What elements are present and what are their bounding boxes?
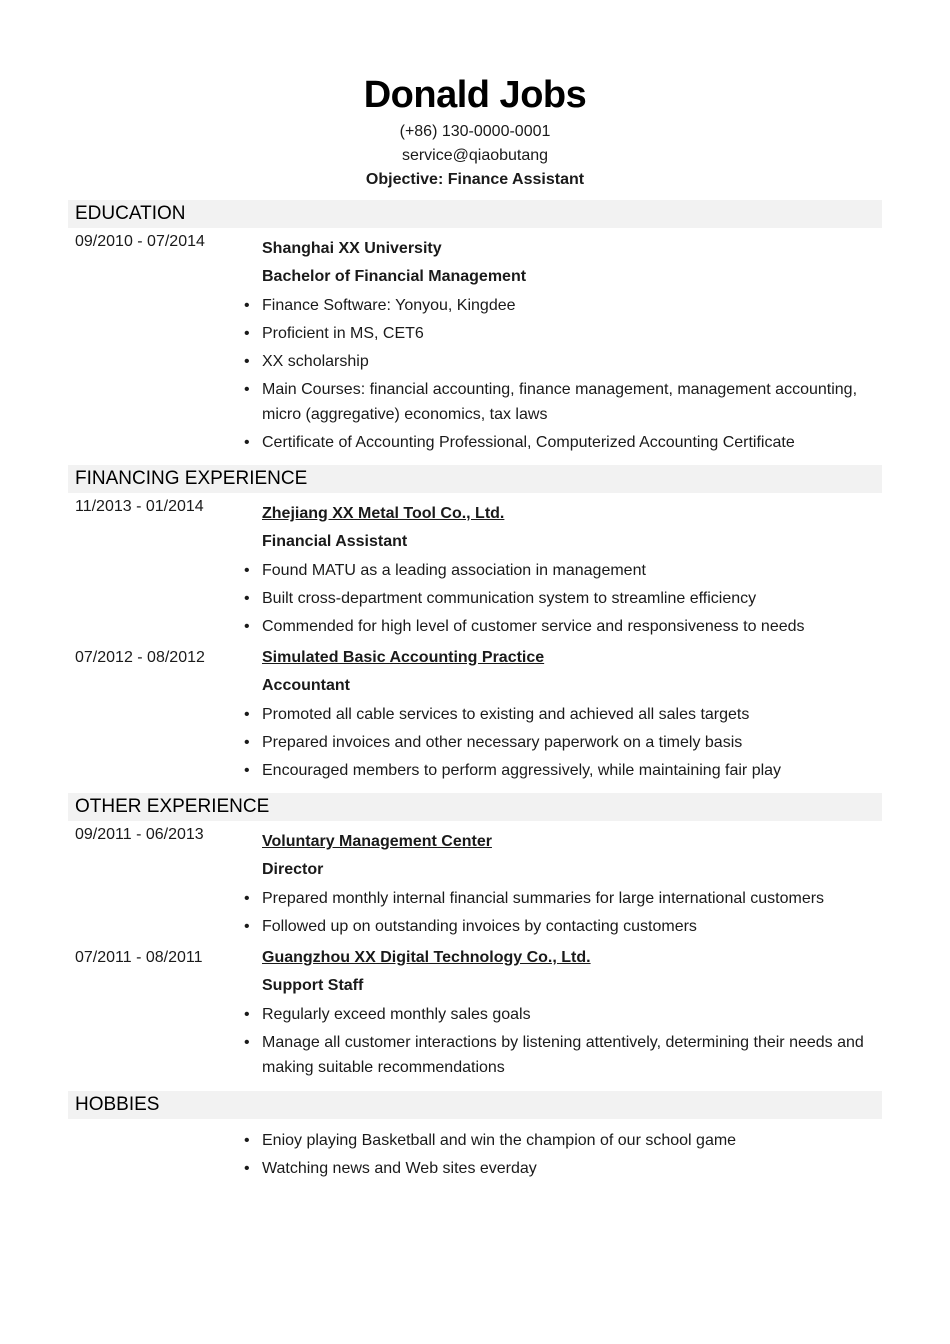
list-item-text: Certificate of Accounting Professional, Computerized Accounting Certificate	[262, 433, 795, 451]
education-entry	[68, 228, 882, 456]
list-item-text: Prepared invoices and other necessary paperwork on a timely basis	[262, 733, 743, 751]
list-item	[244, 612, 882, 640]
entry-date: 09/2010 - 07/2014	[75, 233, 205, 250]
section-title-hobbies: HOBBIES	[68, 1091, 882, 1119]
list-item-text: Promoted all cable services to existing and achieved all sales targets	[262, 705, 750, 723]
bullet-icon: •	[244, 733, 250, 751]
experience-entry	[68, 944, 882, 1081]
entry-school: Shanghai XX University	[262, 240, 442, 257]
list-item-text: Manage all customer interactions by listening attentively, determining their needs and making suitable recommendations	[262, 1033, 864, 1076]
phone-number: (+86) 130-0000-0001	[399, 123, 551, 140]
entry-bullets	[244, 884, 882, 940]
entry-bullets	[244, 291, 882, 456]
experience-entry	[68, 644, 882, 784]
list-item	[244, 1028, 882, 1081]
bullet-icon: •	[244, 1033, 250, 1051]
experience-entry	[68, 821, 882, 940]
list-item	[244, 728, 882, 756]
list-item	[244, 1154, 882, 1182]
entry-date: 11/2013 - 01/2014	[75, 498, 204, 515]
list-item-text: Watching news and Web sites everday	[262, 1159, 537, 1177]
hobbies-bullets	[244, 1126, 882, 1182]
list-item	[244, 556, 882, 584]
list-item	[244, 1126, 882, 1154]
entry-role: Support Staff	[262, 977, 364, 994]
list-item-text: Main Courses: financial accounting, finance management, management accounting, micro (aggregative) economics, tax laws	[262, 380, 858, 423]
list-item	[244, 584, 882, 612]
list-item-text: Followed up on outstanding invoices by contacting customers	[262, 917, 697, 935]
bullet-icon: •	[244, 617, 250, 635]
bullet-icon: •	[244, 1005, 250, 1023]
list-item-text: Found MATU as a leading association in management	[262, 561, 646, 579]
list-item	[244, 375, 882, 428]
bullet-icon: •	[244, 589, 250, 607]
objective: Objective: Finance Assistant	[365, 171, 585, 188]
bullet-icon: •	[244, 889, 250, 907]
list-item-text: Built cross-department communication system to streamline efficiency	[262, 589, 757, 607]
list-item	[244, 428, 882, 456]
hobbies-section	[68, 1091, 882, 1182]
entry-date: 09/2011 - 06/2013	[75, 826, 204, 843]
entry-company-link[interactable]: Guangzhou XX Digital Technology Co., Ltd.	[262, 949, 591, 966]
bullet-icon: •	[244, 1131, 250, 1149]
list-item	[244, 291, 882, 319]
resume-header	[0, 0, 950, 192]
bullet-icon: •	[244, 380, 250, 398]
entry-role: Director	[262, 861, 324, 878]
entry-role: Accountant	[262, 677, 350, 694]
section-title-education: EDUCATION	[68, 200, 882, 228]
bullet-icon: •	[244, 1159, 250, 1177]
bullet-icon: •	[244, 761, 250, 779]
list-item-text: Commended for high level of customer service and responsiveness to needs	[262, 617, 805, 635]
bullet-icon: •	[244, 352, 250, 370]
experience-entry	[68, 493, 882, 640]
list-item-text: XX scholarship	[262, 352, 369, 370]
entry-date: 07/2012 - 08/2012	[75, 649, 205, 666]
entry-bullets	[244, 556, 882, 640]
list-item	[244, 1000, 882, 1028]
bullet-icon: •	[244, 561, 250, 579]
list-item	[244, 319, 882, 347]
financing-experience-section	[68, 465, 882, 784]
list-item-text: Enioy playing Basketball and win the champion of our school game	[262, 1131, 737, 1149]
entry-bullets	[244, 700, 882, 784]
entry-role: Financial Assistant	[262, 533, 408, 550]
bullet-icon: •	[244, 324, 250, 342]
candidate-name: Donald Jobs	[363, 74, 587, 116]
entry-degree: Bachelor of Financial Management	[262, 268, 527, 285]
entry-company-link[interactable]: Zhejiang XX Metal Tool Co., Ltd.	[262, 505, 505, 522]
section-title-financing-experience: FINANCING EXPERIENCE	[68, 465, 882, 493]
list-item-text: Prepared monthly internal financial summaries for large international customers	[262, 889, 825, 907]
entry-date: 07/2011 - 08/2011	[75, 949, 203, 966]
list-item	[244, 700, 882, 728]
bullet-icon: •	[244, 433, 250, 451]
entry-company-link[interactable]: Simulated Basic Accounting Practice	[262, 649, 545, 666]
bullet-icon: •	[244, 705, 250, 723]
list-item	[244, 884, 882, 912]
email-address: service@qiaobutang	[401, 147, 549, 164]
bullet-icon: •	[244, 917, 250, 935]
list-item-text: Encouraged members to perform aggressively, while maintaining fair play	[262, 761, 782, 779]
bullet-icon: •	[244, 296, 250, 314]
entry-company-link[interactable]: Voluntary Management Center	[262, 833, 492, 850]
section-title-other-experience: OTHER EXPERIENCE	[68, 793, 882, 821]
entry-bullets	[244, 1000, 882, 1081]
list-item-text: Proficient in MS, CET6	[262, 324, 424, 342]
list-item-text: Regularly exceed monthly sales goals	[262, 1005, 531, 1023]
list-item-text: Finance Software: Yonyou, Kingdee	[262, 296, 516, 314]
other-experience-section	[68, 793, 882, 1081]
hobbies-entry	[68, 1119, 882, 1182]
list-item	[244, 912, 882, 940]
list-item	[244, 347, 882, 375]
education-section	[68, 200, 882, 456]
list-item	[244, 756, 882, 784]
